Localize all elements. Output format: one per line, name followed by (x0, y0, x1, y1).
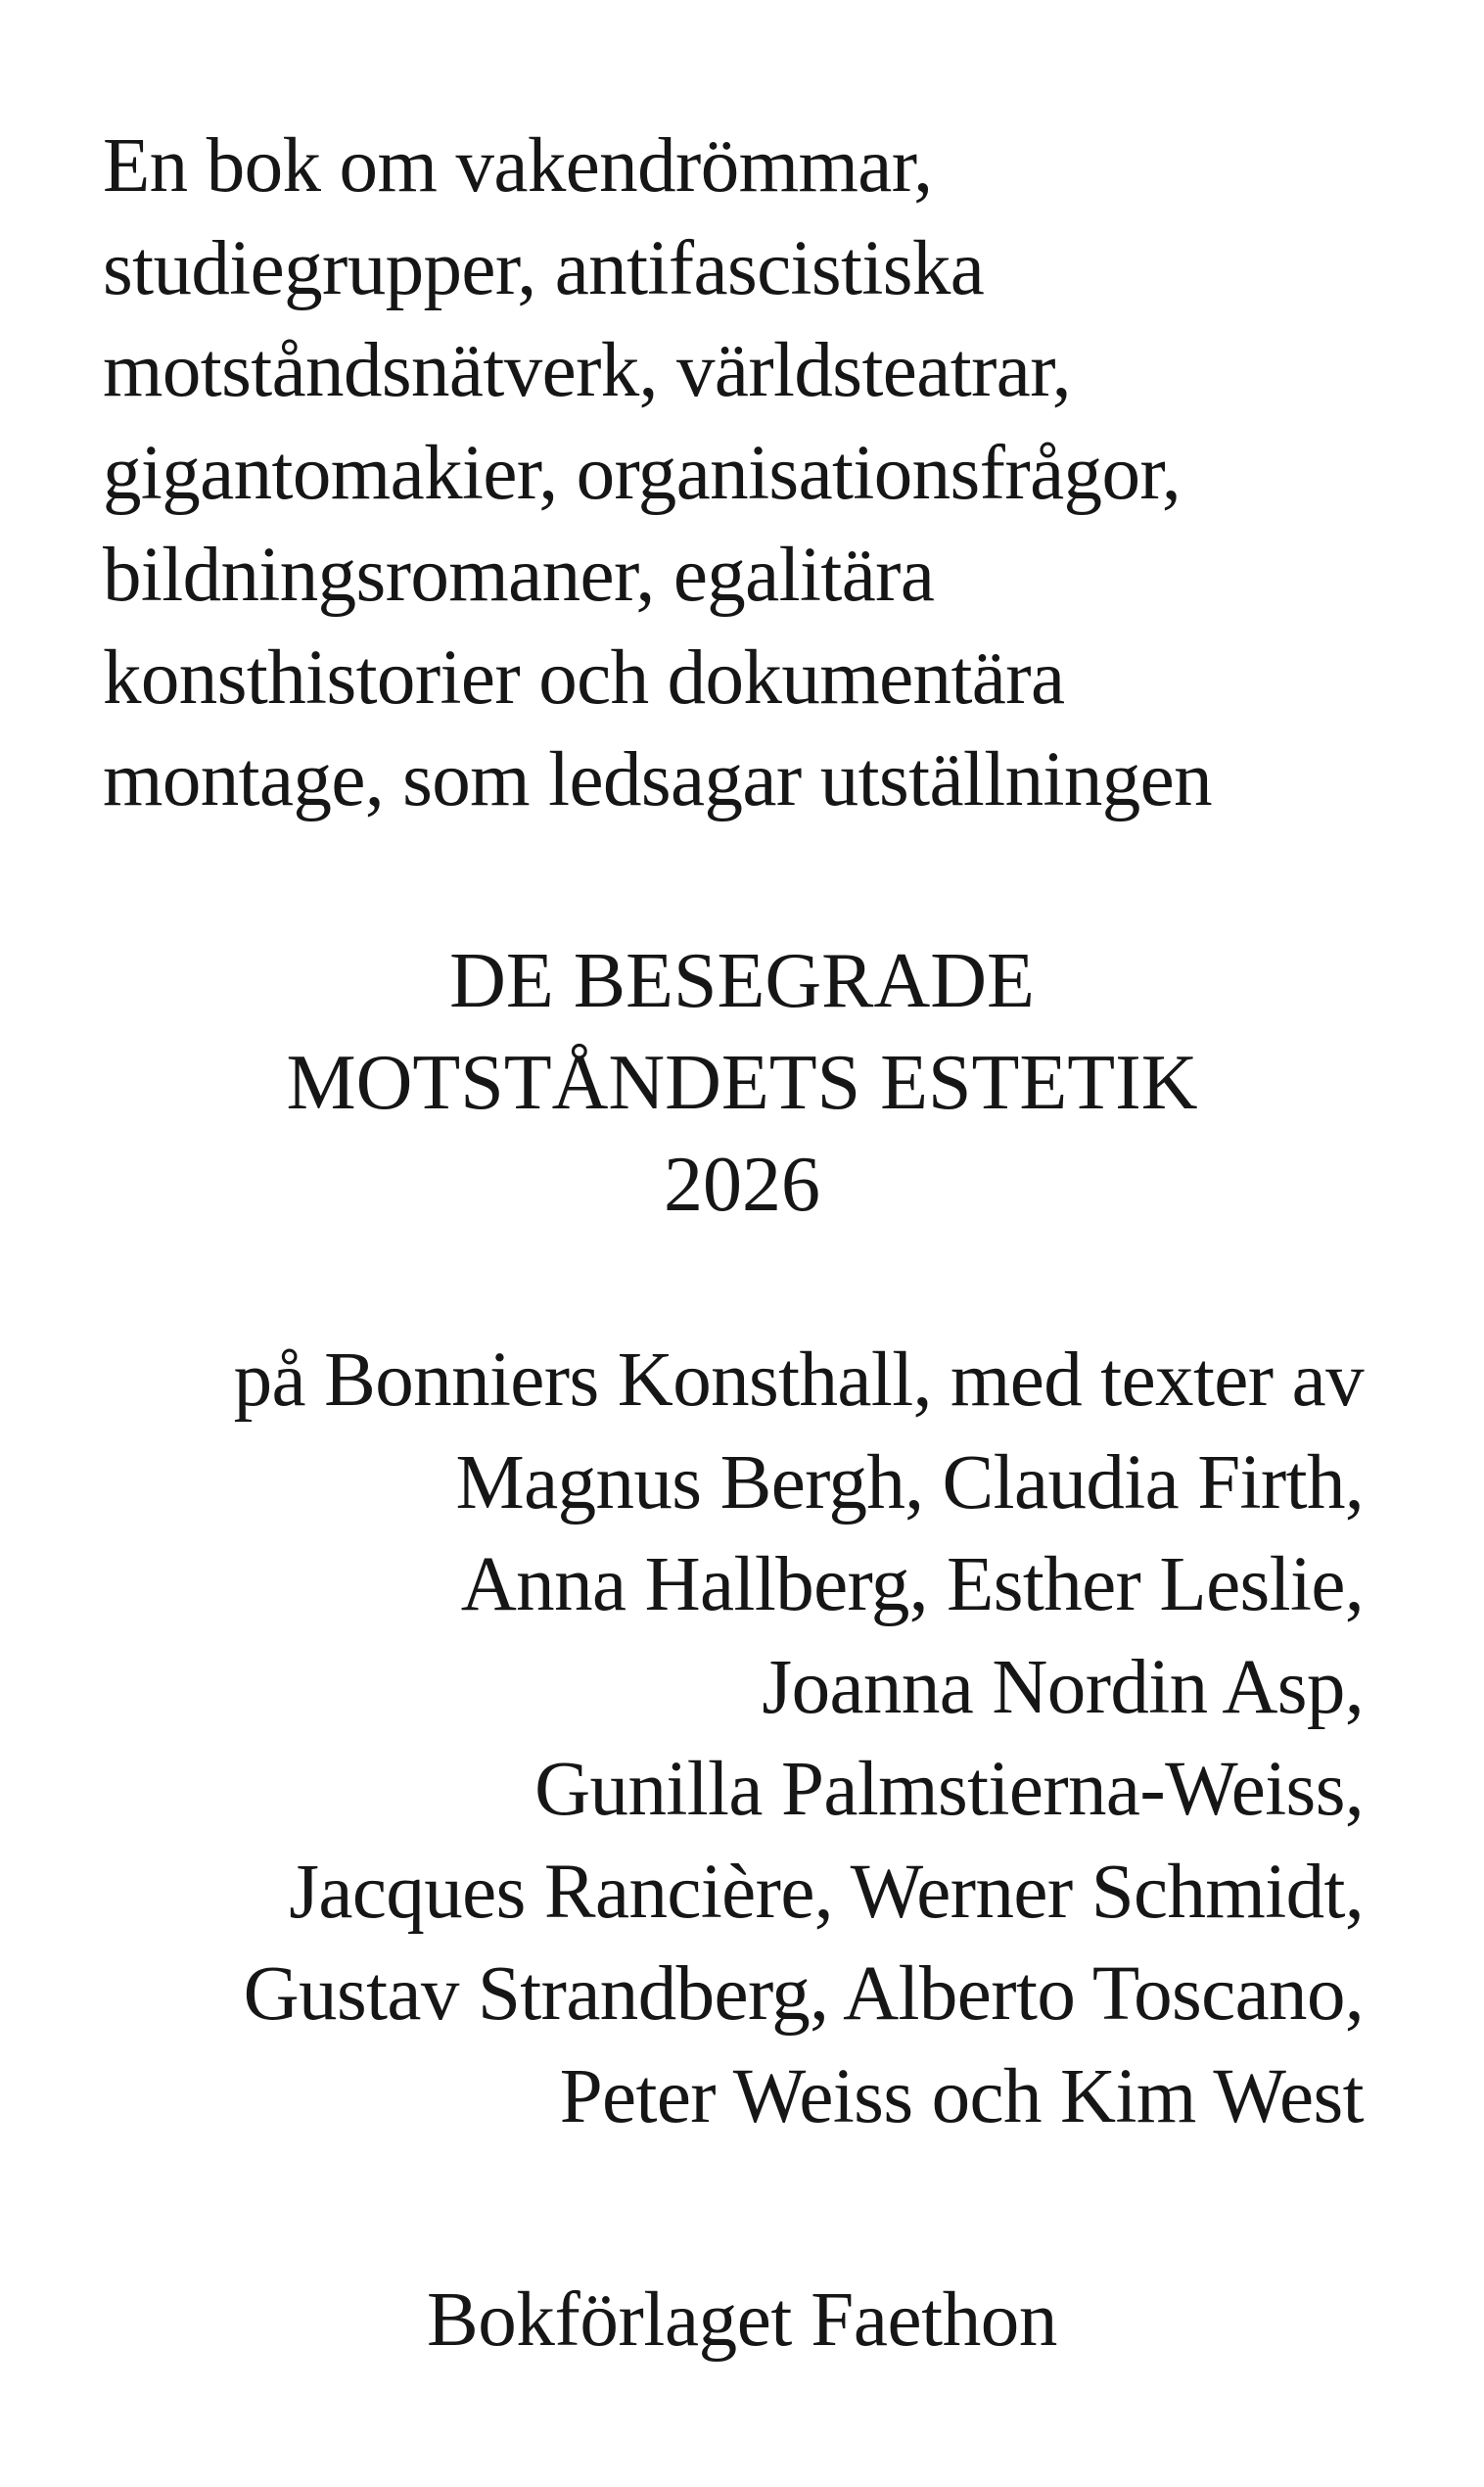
exhibition-title-line-1: DE BESEGRADE (449, 938, 1035, 1024)
intro-line: gigantomakier, organisationsfrågor, (103, 430, 1182, 516)
contributors-line: Jacques Rancière, Werner Schmidt, (289, 1849, 1364, 1935)
exhibition-title-block (0, 930, 1484, 1236)
intro-line: motståndsnätverk, världsteatrar, (103, 328, 1071, 413)
contributors-line: Gunilla Palmstierna-Weiss, (534, 1747, 1364, 1832)
intro-line: montage, som ledsagar utställningen (103, 737, 1213, 822)
contributors-line: Gustav Strandberg, Alberto Toscano, (243, 1951, 1364, 2037)
intro-line: En bok om vakendrömmar, (103, 123, 933, 209)
intro-paragraph (103, 116, 1414, 832)
publisher-name: Bokförlaget Faethon (427, 2277, 1057, 2363)
exhibition-title-line-2: MOTSTÅNDETS ESTETIK (286, 1040, 1198, 1126)
contributors-line: på Bonniers Konsthall, med texter av (233, 1337, 1364, 1423)
contributors-line: Joanna Nordin Asp, (762, 1644, 1364, 1730)
intro-line: bildningsromaner, egalitära (103, 533, 935, 618)
contributors-paragraph (52, 1330, 1364, 2148)
intro-line: studiegrupper, antifascistiska (103, 225, 985, 311)
intro-line: konsthistorier och dokumentära (103, 634, 1065, 721)
contributors-line: Anna Hallberg, Esther Leslie, (460, 1542, 1364, 1627)
contributors-line: Magnus Bergh, Claudia Firth, (455, 1439, 1364, 1525)
exhibition-year: 2026 (664, 1142, 820, 1228)
contributors-line: Peter Weiss och Kim West (559, 2053, 1364, 2139)
